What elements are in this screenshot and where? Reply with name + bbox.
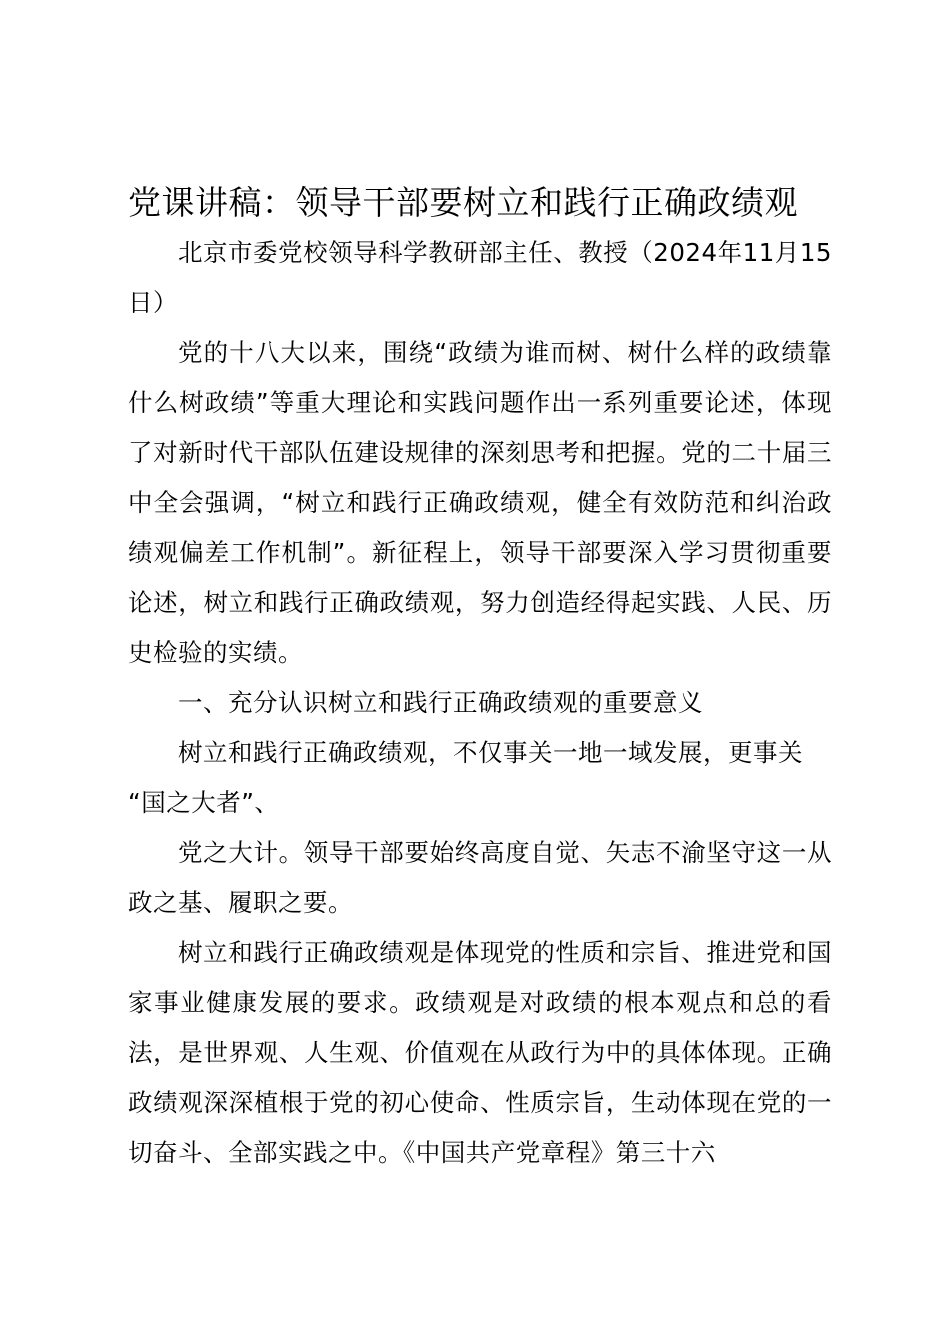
document-title: 党课讲稿：领导干部要树立和践行正确政绩观 — [128, 183, 798, 222]
paragraph-3: “国之大者”、 — [128, 788, 280, 817]
document-body — [128, 178, 832, 1178]
paragraph-2: 树立和践行正确政绩观，不仅事关一地一域发展，更事关 — [178, 738, 803, 767]
paragraph-4: 党之大计。领导干部要始终高度自觉、矢志不渝坚守这一从政之基、履职之要。 — [128, 838, 832, 917]
paragraph-intro: 党的十八大以来，围绕“政绩为谁而树、树什么样的政绩靠什么树政绩”等重大理论和实践问题作出一系列重要论述，体现了对新时代干部队伍建设规律的深刻思考和把握。党的二十届三中全会强调，“树立和践行正确政绩观，健全有效防范和纠治政绩观偏差工作机制”。新征程上，领导干部要深入学习贯彻重要论述，树立和践行正确政绩观，努力创造经得起实践、人民、历史检验的实绩。 — [128, 338, 832, 667]
paragraph-5: 树立和践行正确政绩观是体现党的性质和宗旨、推进党和国家事业健康发展的要求。政绩观是对政绩的根本观点和总的看法，是世界观、人生观、价值观在从政行为中的具体体现。正确政绩观深深植根于党的初心使命、性质宗旨，生动体现在党的一切奋斗、全部实践之中。《中国共产党章程》第三十六 — [128, 938, 832, 1167]
section-heading-1: 一、充分认识树立和践行正确政绩观的重要意义 — [178, 688, 703, 717]
document-byline: 北京市委党校领导科学教研部主任、教授（2024年11月15日） — [128, 238, 832, 317]
